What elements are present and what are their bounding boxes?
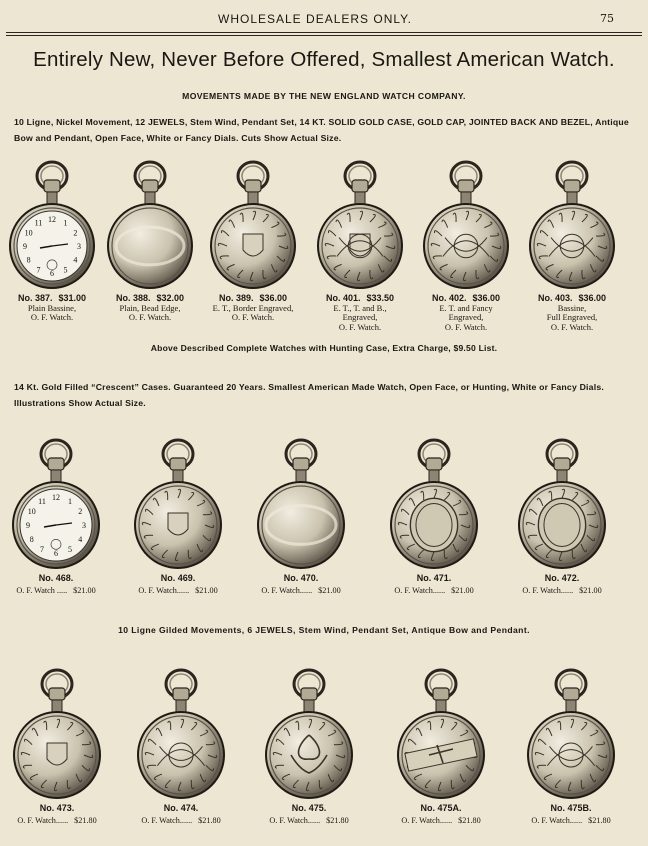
movements-line: MOVEMENTS MADE BY THE NEW ENGLAND WATCH COMPANY. [182, 91, 466, 101]
svg-text:5: 5 [63, 265, 68, 275]
watch-label: O. F. Watch [269, 815, 308, 825]
watch-number: No. 402. [431, 293, 467, 303]
watch-price: $21.00 [451, 585, 474, 595]
watch-number: No. 387. [17, 293, 53, 303]
watch-description-line: Full Engraved, [546, 312, 598, 322]
watch-caption [0, 574, 115, 595]
watch-illustration [6, 160, 98, 290]
leader-dots: ...... [307, 815, 321, 825]
watch-illustration [420, 160, 512, 290]
section2-description: 14 Kt. Gold Filled “Crescent” Cases. Guaranteed 20 Years. Smallest American Made Watch, Open Face, or Hunting, White or Fancy Dials. Illustrations Show Actual Size. [14, 382, 604, 408]
watch-label: O. F. Watch [401, 815, 440, 825]
watch-number: No. 401. [325, 293, 361, 303]
watch-number: No. 475A. [420, 803, 462, 813]
watch-description-line: Plain Bassine, [27, 302, 77, 313]
watch-label: O. F. Watch [531, 815, 570, 825]
pocket-watch-image [12, 668, 102, 800]
watch-price-line [503, 586, 621, 596]
pocket-watch-image [526, 668, 616, 800]
watch-caption [308, 294, 412, 332]
svg-text:2: 2 [73, 228, 78, 238]
leader-dots: ...... [179, 815, 193, 825]
watch-caption [119, 574, 237, 595]
watch-illustration [12, 438, 100, 570]
watch-illustration [12, 668, 102, 800]
svg-text:8: 8 [29, 535, 34, 544]
watch-caption [250, 804, 368, 825]
watch-price-line [122, 816, 240, 826]
watch-illustration [314, 160, 406, 290]
watch-price: $21.00 [318, 585, 341, 595]
svg-text:6: 6 [50, 269, 54, 278]
watch-description-line: E. T., Border Engraved, [212, 302, 294, 313]
watch-label: O. F. Watch [261, 585, 300, 595]
watch-caption [201, 294, 305, 323]
watch-price-line [0, 586, 115, 596]
leader-dots: ...... [439, 815, 453, 825]
leader-dots: ...... [560, 585, 574, 595]
watch-price: $21.80 [326, 815, 349, 825]
section1-description: 10 Ligne, Nickel Movement, 12 JEWELS, Stem Wind, Pendant Set, 14 KT. SOLID GOLD CASE, GOLD CAP, JOINTED BACK AND BEZEL, Antique Bow and Pendant, Open Face, White or Fancy Dials. Cuts Show Actual Size. [14, 117, 629, 143]
watch-illustration [396, 668, 486, 800]
watch-price: $21.80 [458, 815, 481, 825]
watch-description-line: Engraved, [342, 312, 378, 322]
watch-number: No. 472. [544, 573, 580, 583]
watch-price: $21.80 [74, 815, 97, 825]
page-header [0, 12, 648, 30]
svg-text:10: 10 [27, 507, 36, 516]
watch-caption [512, 804, 630, 825]
svg-text:11: 11 [34, 218, 43, 228]
watch-caption [520, 294, 624, 332]
watch-price: $21.80 [588, 815, 611, 825]
svg-text:4: 4 [78, 535, 83, 544]
watch-price: $21.00 [73, 585, 96, 595]
pocket-watch-image [390, 438, 478, 570]
watch-number: No. 389. [218, 293, 254, 303]
watch-description-line: E. T. and Fancy [439, 302, 493, 313]
watch-number: No. 473. [39, 803, 75, 813]
watch-label: O. F. Watch [16, 585, 55, 595]
watch-number: No. 403. [537, 293, 573, 303]
watch-description-line: O. F. Watch. [231, 312, 275, 322]
watch-label: O. F. Watch [138, 585, 177, 595]
watch-illustration [207, 160, 299, 290]
hunting-case-note: Above Described Complete Watches with Hunting Case, Extra Charge, $9.50 List. [150, 343, 498, 353]
watch-caption [375, 574, 493, 595]
watch-price: $36.00 [472, 293, 501, 303]
leader-dots: ...... [299, 585, 313, 595]
watch-description-line: Engraved, [448, 312, 484, 322]
watch-illustration [134, 438, 222, 570]
watch-price-line [250, 816, 368, 826]
watch-number: No. 469. [160, 573, 196, 583]
pocket-watch-image [526, 160, 618, 290]
svg-text:12: 12 [52, 493, 60, 502]
watch-number: No. 474. [163, 803, 199, 813]
watch-caption [382, 804, 500, 825]
watch-price: $33.50 [366, 293, 395, 303]
watch-price-line [512, 816, 630, 826]
watch-price: $36.00 [259, 293, 288, 303]
watch-description-line: E. T., T. and B., [333, 302, 387, 313]
svg-text:1: 1 [63, 218, 68, 228]
watch-price-line [0, 816, 116, 826]
watch-caption [0, 804, 116, 825]
watch-price: $36.00 [578, 293, 607, 303]
watch-illustration [390, 438, 478, 570]
pocket-watch-image [264, 668, 354, 800]
watch-price-line [119, 586, 237, 596]
svg-text:9: 9 [23, 242, 27, 251]
page-title: Entirely New, Never Before Offered, Smallest American Watch. [33, 48, 615, 71]
watch-caption [0, 294, 104, 323]
leader-dots: ...... [55, 815, 69, 825]
svg-text:6: 6 [54, 549, 58, 558]
watch-description-line: O. F. Watch. [550, 321, 594, 332]
svg-text:9: 9 [26, 521, 30, 530]
svg-text:2: 2 [78, 507, 83, 516]
watch-price: $21.00 [579, 585, 602, 595]
header-rule-double [6, 35, 642, 36]
watch-description-line: Bassine, [557, 302, 587, 313]
page-number: 75 [600, 12, 614, 25]
watch-number: No. 471. [416, 573, 452, 583]
watch-price-line [382, 816, 500, 826]
watch-illustration [518, 438, 606, 570]
watch-label: O. F. Watch [522, 585, 561, 595]
leader-dots: ...... [176, 585, 190, 595]
pocket-watch-image [104, 160, 196, 290]
watch-number: No. 475B. [550, 803, 592, 813]
leader-dots: ..... [54, 585, 68, 595]
pocket-watch-image [12, 438, 100, 570]
watch-description-line: O. F. Watch. [128, 312, 172, 322]
watch-illustration [264, 668, 354, 800]
watch-number: No. 475. [291, 803, 327, 813]
watch-label: O. F. Watch [141, 815, 180, 825]
watch-label: O. F. Watch [394, 585, 433, 595]
pocket-watch-image [257, 438, 345, 570]
svg-text:8: 8 [26, 255, 31, 265]
section3-description: 10 Ligne Gilded Movements, 6 JEWELS, Stem Wind, Pendant Set, Antique Bow and Pendant. [118, 625, 530, 635]
watch-price: $32.00 [156, 293, 185, 303]
svg-text:3: 3 [77, 242, 81, 251]
pocket-watch-image [134, 438, 222, 570]
header-rule [6, 32, 642, 33]
watch-caption [122, 804, 240, 825]
pocket-watch-image [6, 160, 98, 290]
pocket-watch-image [136, 668, 226, 800]
watch-price: $21.00 [195, 585, 218, 595]
watch-illustration [526, 668, 616, 800]
svg-text:7: 7 [40, 545, 44, 555]
watch-number: No. 470. [283, 573, 319, 583]
watch-illustration [526, 160, 618, 290]
watch-caption [98, 294, 202, 323]
watch-price: $31.00 [58, 293, 87, 303]
pocket-watch-image [396, 668, 486, 800]
svg-text:12: 12 [48, 215, 56, 224]
watch-caption [242, 574, 360, 595]
watch-caption [503, 574, 621, 595]
watch-number: No. 468. [38, 573, 74, 583]
svg-text:11: 11 [38, 496, 46, 506]
watch-label: O. F. Watch [17, 815, 56, 825]
svg-text:3: 3 [82, 521, 86, 530]
watch-description-line: O. F. Watch. [444, 321, 488, 332]
pocket-watch-image [314, 160, 406, 290]
pocket-watch-image [420, 160, 512, 290]
svg-text:1: 1 [68, 496, 72, 506]
svg-text:5: 5 [68, 545, 72, 555]
watch-description-line: O. F. Watch. [338, 321, 382, 332]
svg-text:4: 4 [73, 255, 78, 265]
svg-text:10: 10 [24, 228, 33, 238]
watch-number: No. 388. [115, 293, 151, 303]
watch-description-line: O. F. Watch. [30, 312, 74, 322]
pocket-watch-image [207, 160, 299, 290]
leader-dots: ...... [432, 585, 446, 595]
pocket-watch-image [518, 438, 606, 570]
watch-price-line [375, 586, 493, 596]
watch-caption [414, 294, 518, 332]
watch-illustration [136, 668, 226, 800]
watch-illustration [104, 160, 196, 290]
watch-description-line: Plain, Bead Edge, [119, 302, 181, 313]
watch-illustration [257, 438, 345, 570]
svg-text:7: 7 [36, 265, 41, 275]
watch-price: $21.80 [198, 815, 221, 825]
watch-price-line [242, 586, 360, 596]
header-title: WHOLESALE DEALERS ONLY. [218, 12, 412, 26]
leader-dots: ...... [569, 815, 583, 825]
